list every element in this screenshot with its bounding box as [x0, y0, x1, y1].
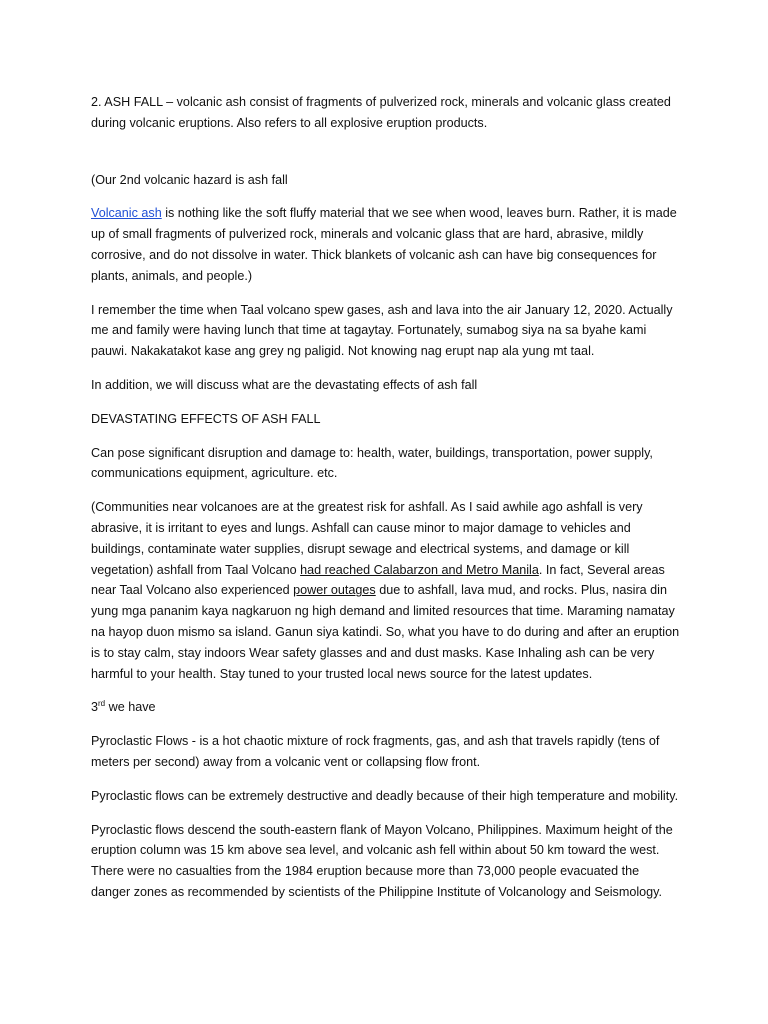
pyroclastic-danger-paragraph: Pyroclastic flows can be extremely destructive and deadly because of their high temperature and mobility. — [91, 788, 679, 803]
volcanic-ash-description-paragraph — [91, 203, 681, 286]
volcanic-ash-description-text: is nothing like the soft fluffy material that we see when wood, leaves burn. Rather, it is made up of small fragments of pulverized rock, minerals and volcanic glass that are hard, abrasive, mildly corrosive, and do not dissolve in water. Thick blankets of volcanic ash can have big consequences for plants, animals, and people.) — [91, 206, 677, 283]
third-hazard-intro-paragraph — [91, 697, 681, 718]
communities-risk-paragraph — [91, 497, 681, 684]
power-outages-link[interactable]: power outages — [293, 583, 376, 598]
third-hazard-intro-text: we have — [105, 700, 156, 715]
communities-text-b: . In fact, Several areas near Taal Volcano also experienced — [91, 562, 665, 598]
document-body — [91, 92, 681, 916]
devastating-effects-heading: DEVASTATING EFFECTS OF ASH FALL — [91, 411, 321, 426]
volcanic-ash-link[interactable]: Volcanic ash — [91, 206, 162, 221]
ash-fall-definition-paragraph: 2. ASH FALL – volcanic ash consist of fragments of pulverized rock, minerals and volcanic glass created during volcanic eruptions. Also refers to all explosive eruption products. — [91, 95, 671, 130]
mayon-paragraph: Pyroclastic flows descend the south-eastern flank of Mayon Volcano, Philippines. Maximum height of the eruption column was 15 km above sea level, and volcanic ash fell within about 50 km toward the west. There were no casualties from the 1984 eruption because more than 73,000 people evacuated the danger zones as recommended by scientists of the Philippine Institute of Volcanology and Seismology. — [91, 822, 673, 899]
taal-memory-paragraph: I remember the time when Taal volcano spew gases, ash and lava into the air January 12, 2020. Actually me and family were having lunch that time at tagaytay. Fortunately, sumabog siya na sa byahe kami pauwi. Nakakatakot kase ang grey ng paligid. Not knowing nag erupt nap ala yung mt taal. — [91, 302, 673, 359]
ordinal-suffix: rd — [98, 699, 106, 709]
communities-text-c: due to ashfall, lava mud, and rocks. Plus, nasira din yung mga pananim kaya nagkaruon ng high demand and limited resources that time. Maraming namatay na hayop duon mismo sa island. Ganun siya katindi. So, what you have to do during and after an eruption is to stay calm, stay indoors Wear safety glasses and and dust masks. Kase Inhaling ash can be very harmful to your health. Stay tuned to your trusted local news source for the latest updates. — [91, 583, 680, 681]
pyroclastic-definition-paragraph: Pyroclastic Flows - is a hot chaotic mixture of rock fragments, gas, and ash that travels rapidly (tens of meters per second) away from a volcanic vent or collapsing flow front. — [91, 734, 660, 769]
communities-text-a: (Communities near volcanoes are at the greatest risk for ashfall. As I said awhile ago ashfall is very abrasive, it is irritant to eyes and lungs. Ashfall can cause minor to major damage to vehicles and buildings, contaminate water supplies, disrupt sewage and electrical systems, and damage or kill vegetation) ashfall from Taal Volcano — [91, 500, 643, 577]
calabarzon-manila-link[interactable]: had reached Calabarzon and Metro Manila — [300, 562, 539, 577]
second-hazard-intro-paragraph: (Our 2nd volcanic hazard is ash fall — [91, 172, 288, 187]
transition-paragraph: In addition, we will discuss what are the devastating effects of ash fall — [91, 377, 478, 392]
disruption-paragraph: Can pose significant disruption and damage to: health, water, buildings, transportation, power supply, communications equipment, agriculture. etc. — [91, 445, 653, 481]
ordinal-number: 3 — [91, 700, 99, 715]
